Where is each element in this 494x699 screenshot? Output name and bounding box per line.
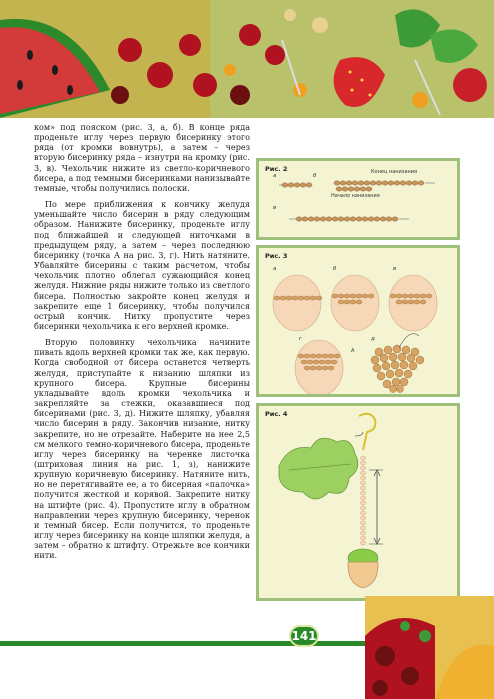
figure-2-title: Рис. 2 (265, 165, 288, 173)
fig2-label-b: б (313, 173, 317, 179)
figure-4 (256, 403, 460, 601)
fig3-label-b: б (333, 266, 337, 272)
fig2-label-a: а (273, 173, 277, 179)
fig2-end-label: Конец нанизания (371, 169, 418, 175)
figure-4-title: Рис. 4 (265, 410, 288, 418)
article-text (34, 123, 250, 562)
figure-2 (256, 158, 460, 240)
fig3-label-d: д (371, 336, 375, 342)
paragraph: Вторую половинку чехольчика начините пивать вдоль верхней кромки так же, как первую. Когда свободной от бисера останется четверть желудя, приступайте к низанию шляпки из крупного бисера. Крупные бисерины укладывайте вдоль кромки чехольчика и закрепляйте за стежки, оказавшиеся под бисеринами (рис. 3, д). Нижите шляпку, убавляя число бисерин в ряду. Закончив низание, нитку закрепите, но не отрезайте. Наберите на нее 2,5 см мелкого темно-коричневого бисера, проденьте иглу через бисеринку на черенке листочка (штриховая линия на рис. 1, з), нанижите крупную коричневую бисеринку. Натяните нить, но не перетягивайте ее, а то бисерная «палочка» получится жесткой и корявой. Закрепите нитку на штифте (рис. 4). Пропустите иглу в обратном направлении через крупную бисеринку, черенок и темный бисер. Если получится, то проденьте иглу через бисеринку на конце шляпки желудя, а затем – обратно к штифту. Отрежьте все кончики нити. (34, 338, 250, 561)
paragraph: ком» под пояском (рис. 3, а, б). В конце ряда проденьте иглу через первую бисеринку этого ряда (от кромки вовнутрь), а затем – через вторую бисеринку ряда – изнутри на кромку (рис. 3, в). Чехольчик нижите из светло-коричневого бисера, а под темными бисеринками нанизывайте темные, чтобы получились полоски. (34, 123, 250, 193)
fig3-point-label: А (351, 348, 355, 354)
figure-3 (256, 245, 460, 397)
header-photo (0, 0, 494, 118)
page-number: 141 (289, 625, 319, 647)
fig3-label-g: г (299, 336, 302, 342)
fig2-label-v: в (273, 205, 277, 211)
corner-photo (365, 596, 494, 699)
fig2-start-label: Начало нанизания (331, 193, 380, 199)
paragraph: По мере приближения к кончику желудя уменьшайте число бисерин в ряду следующим образом. Нанижите бисеринку, проденьте иглу под ближайшей и следующей ниточками в предыдущем ряду, а затем – через последнюю бисеринку (точка А на рис. 3, г). Нить натяните. Убавляйте бисерины с таким расчетом, чтобы чехольчик плотно облегал сужающийся конец желудя. Нижние ряды нижите только из светлого бисера. Полностью закройте конец желудя и закрепите еще 1 бисеринку, чтобы получился острый кончик. Нитку пропустите через бисеринки чехольчика к его верхней кромке. (34, 200, 250, 331)
figure-3-title: Рис. 3 (265, 252, 288, 260)
fig3-label-a: а (273, 266, 277, 272)
fig3-label-v: в (393, 266, 397, 272)
